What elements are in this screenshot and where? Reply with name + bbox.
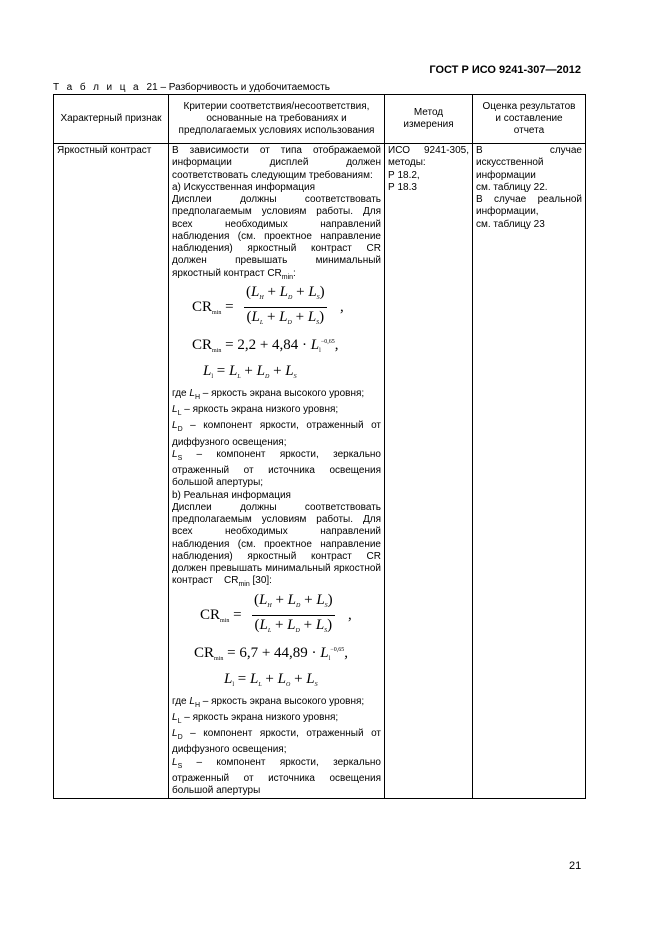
document-header: ГОСТ Р ИСО 9241-307—2012 [429, 64, 581, 76]
header-method: Метод измерения [385, 95, 473, 144]
criteria-intro: В зависимости от типа отображаемой информации дисплей должен соответствовать следующим требованиям: [172, 145, 381, 181]
criteria-cell [169, 144, 385, 799]
formula-b3: $L_l = L_L + L_O + L_S$ [224, 670, 318, 688]
formula-a1: $CR_{min}$ = $\frac{(L_H + L_D + L_S)}{(L_L + L_D + L_S)}$ , [192, 283, 344, 326]
where-ls: $L_S$ – компонент яркости, зеркально отраженный от источника освещения большой апертуры; [172, 448, 381, 489]
method-cell [385, 144, 473, 799]
evaluation-cell [473, 144, 586, 799]
evaluation-line-2: см. таблицу 22. [476, 181, 548, 193]
where-ll: $L_L$ – яркость экрана низкого уровня; [172, 404, 339, 417]
formula-b1: $CR_{min}$ = $\frac{(L_H + L_D + L_S)}{(L_L + L_D + L_S)}$ , [200, 591, 352, 634]
header-criteria: Критерии соответствия/несоответствия, основанные на требованиях и предполагаемых условиях использования [169, 95, 385, 144]
section-a-title: a) Искусственная информация [172, 181, 315, 193]
where-b-ls: $L_S$ – компонент яркости, зеркально отраженный от источника освещения большой апертуры [172, 756, 381, 796]
where-b-ll: $L_L$ – яркость экрана низкого уровня; [172, 711, 339, 725]
formula-b2: $CR_{min} = 6,7 + 44,89 \cdot L_l^{-0,65}$, [194, 644, 348, 662]
requirements-table [53, 94, 586, 799]
table-caption [53, 82, 330, 93]
formula-a2: $CR_{min} = 2,2 + 4,84 \cdot L_l^{-0,65}$, [192, 336, 339, 354]
evaluation-line-1: В случае искусственной информации [476, 145, 582, 181]
where-b-ld: $L_D$ – компонент яркости, отраженный от диффузного освещения; [172, 728, 381, 756]
where-ld: $L_D$ – компонент яркости, отраженный от диффузного освещения; [172, 420, 381, 448]
method-line-2: Р 18.2, [388, 169, 420, 181]
where-b-lh: где $L_H$ – яркость экрана высокого уровня; [172, 695, 365, 709]
caption-number: 21 [146, 82, 158, 93]
header-evaluation: Оценка результатов и составление отчета [473, 95, 586, 144]
header-feature: Характерный признак [54, 95, 169, 144]
method-line-3: Р 18.3 [388, 181, 417, 193]
page-number: 21 [569, 860, 582, 872]
where-lh: где $L_H$ – яркость экрана высокого уровня; [172, 387, 365, 401]
section-b-text: Дисплеи должны соответствовать предполагаемым условиям работы. Для всех необходимых направлений наблюдения (см. проектное направление наблюдения) яркостный контраст CR должен превышать минимальный яркостной контраст $CR_{min}$ [30]: [172, 501, 381, 589]
section-a-text: Дисплеи должны соответствовать предполагаемым условиям работы. Для всех необходимых направлений наблюдения (см. проектное направление наблюдения) яркостный контраст CR должен превышать минимальный яркостный контраст $CR_{min}$: [172, 194, 381, 281]
evaluation-line-3: В случае реальной информации, [476, 194, 582, 218]
caption-label: Т а б л и ц а [53, 82, 141, 93]
evaluation-line-4: см. таблицу 23 [476, 218, 545, 230]
formula-a3: $L_l = L_L + L_D + L_S$ [203, 362, 297, 380]
table-row [54, 144, 586, 799]
table-header-row [54, 95, 586, 144]
caption-title: – Разборчивость и удобочитаемость [160, 82, 330, 93]
section-b-title: b) Реальная информация [172, 489, 291, 501]
feature-cell: Яркостный контраст [54, 144, 169, 799]
method-line-1: ИСО 9241-305, методы: [388, 145, 469, 169]
